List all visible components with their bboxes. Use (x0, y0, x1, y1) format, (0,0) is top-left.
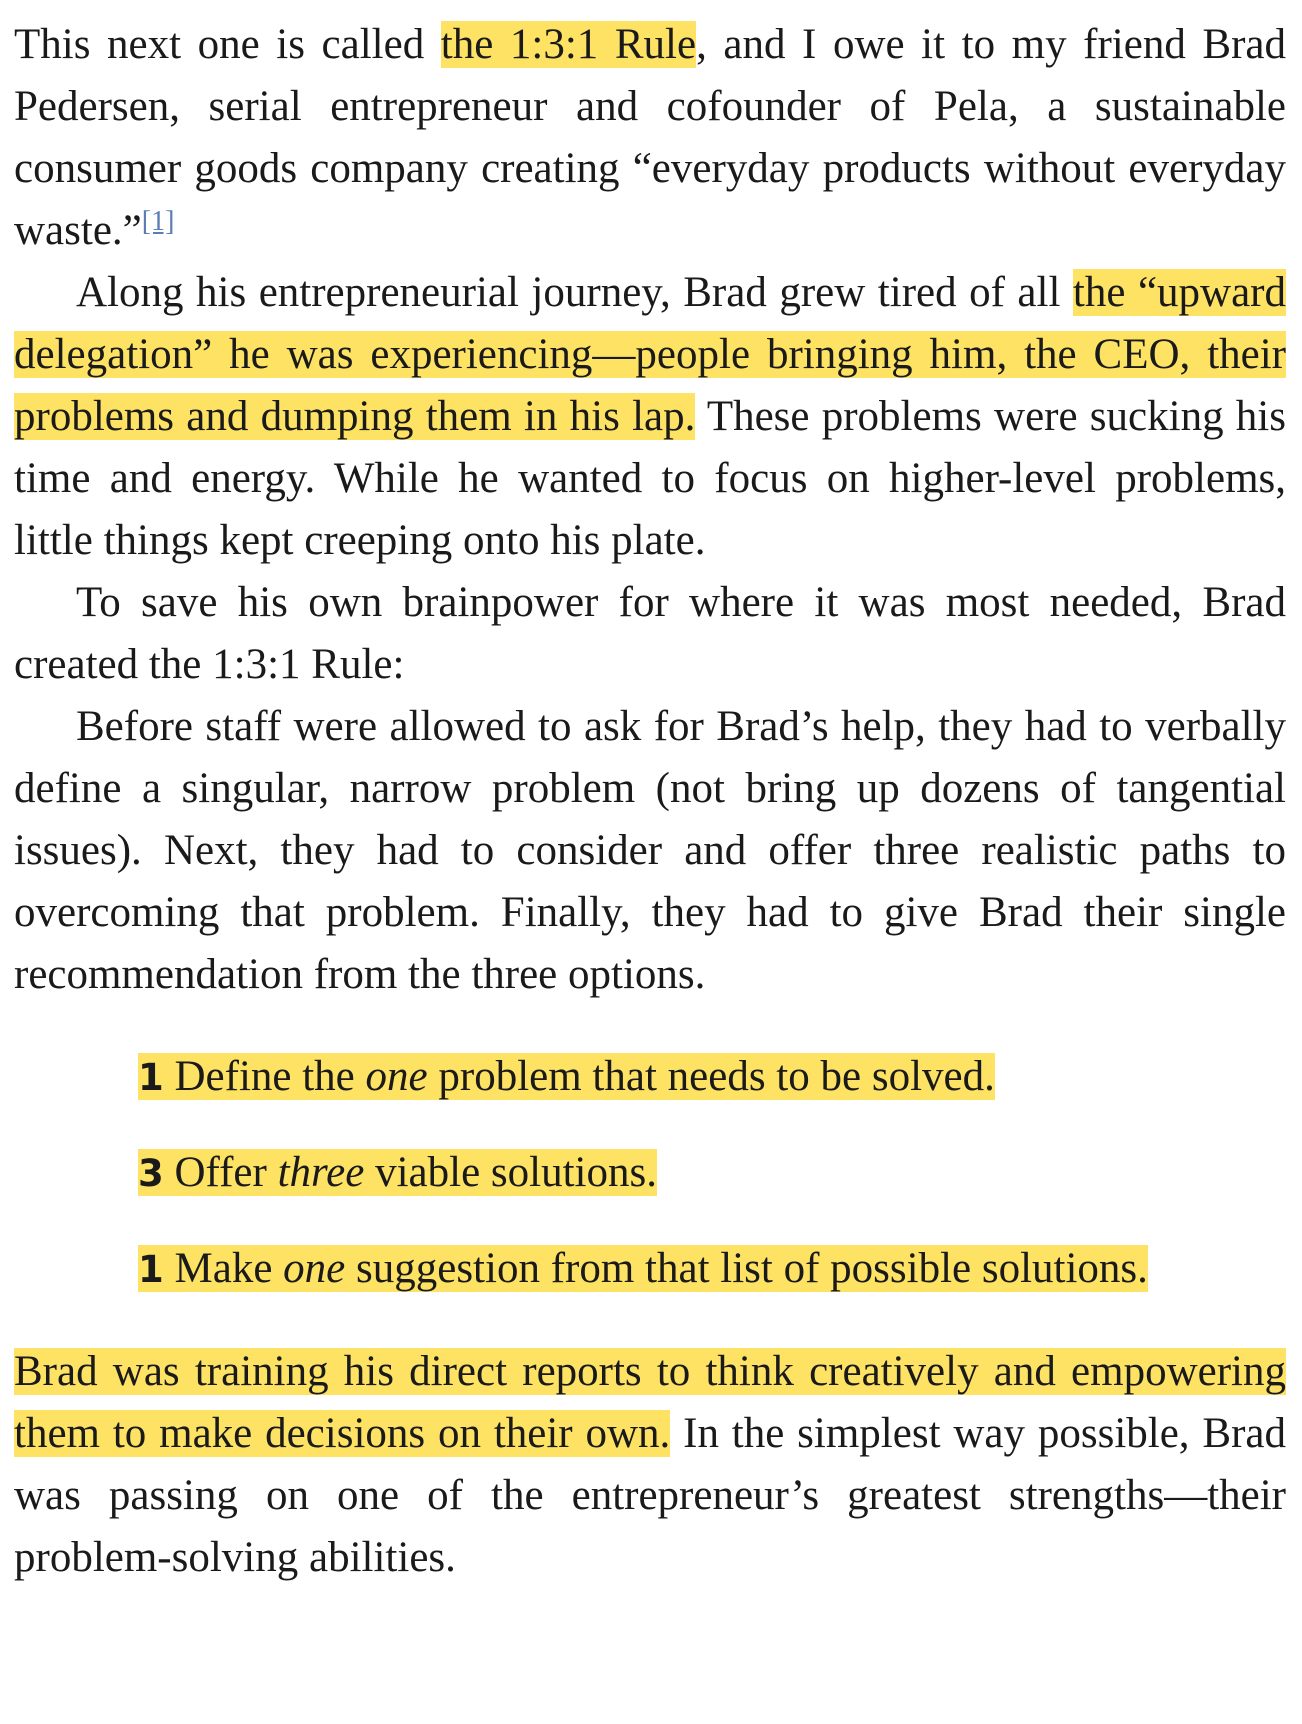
text: Make (163, 1245, 284, 1292)
highlight: the 1:3:1 Rule (440, 21, 697, 68)
text: Offer (163, 1149, 278, 1196)
text: problem that needs to be solved. (427, 1053, 995, 1100)
emphasis: three (277, 1149, 365, 1196)
highlight: the “upward delegation” he was experiencing—people bringing him, the CEO, their problems and dumping them in his lap. (14, 269, 1287, 440)
paragraph-upward-delegation (14, 262, 1286, 572)
text: viable solutions. (364, 1149, 657, 1196)
text: In the simplest way possible, Brad was passing on one of the entrepreneur’s greatest strengths—their problem-solving abilities. (14, 1410, 1286, 1581)
paragraph-intro (14, 14, 1286, 262)
footnote-link[interactable]: [1] (141, 206, 175, 237)
rule-number: 1 (138, 1248, 164, 1291)
text: Along his entrepreneurial journey, Brad grew tired of all (76, 269, 1073, 316)
highlight (138, 1149, 657, 1196)
emphasis: one (283, 1245, 346, 1292)
paragraph-rule-explanation: Before staff were allowed to ask for Brad’s help, they had to verbally define a singular, narrow problem (not bring up dozens of tangential issues). Next, they had to consider and offer three realistic paths to overcoming that problem. Finally, they had to give Brad their single recommendation from the three options. (14, 703, 1286, 998)
highlight (138, 1053, 995, 1100)
text: This next one is called (14, 21, 441, 68)
rule-number: 1 (138, 1056, 164, 1099)
emphasis: one (365, 1053, 428, 1100)
text: , and I owe it to my friend Brad Pedersen, serial entrepreneur and cofounder of Pela, a sustainable consumer goods company creating “everyday products without everyday waste.” (14, 21, 1286, 254)
text: These problems were sucking his time and energy. While he wanted to focus on higher-level problems, little things kept creeping onto his plate. (14, 393, 1286, 564)
text: suggestion from that list of possible solutions. (345, 1245, 1148, 1292)
rule-item (138, 1046, 1174, 1109)
highlight: Brad was training his direct reports to think creatively and empowering them to make decisions on their own. (14, 1348, 1286, 1457)
rule-item (138, 1238, 1174, 1301)
paragraph-closing (14, 1341, 1286, 1589)
paragraph-rule-intro: To save his own brainpower for where it was most needed, Brad created the 1:3:1 Rule: (14, 579, 1286, 688)
rule-item (138, 1142, 1174, 1205)
text: Define the (163, 1053, 366, 1100)
highlight (138, 1245, 1148, 1292)
rule-list (138, 1046, 1174, 1301)
rule-number: 3 (138, 1152, 164, 1195)
